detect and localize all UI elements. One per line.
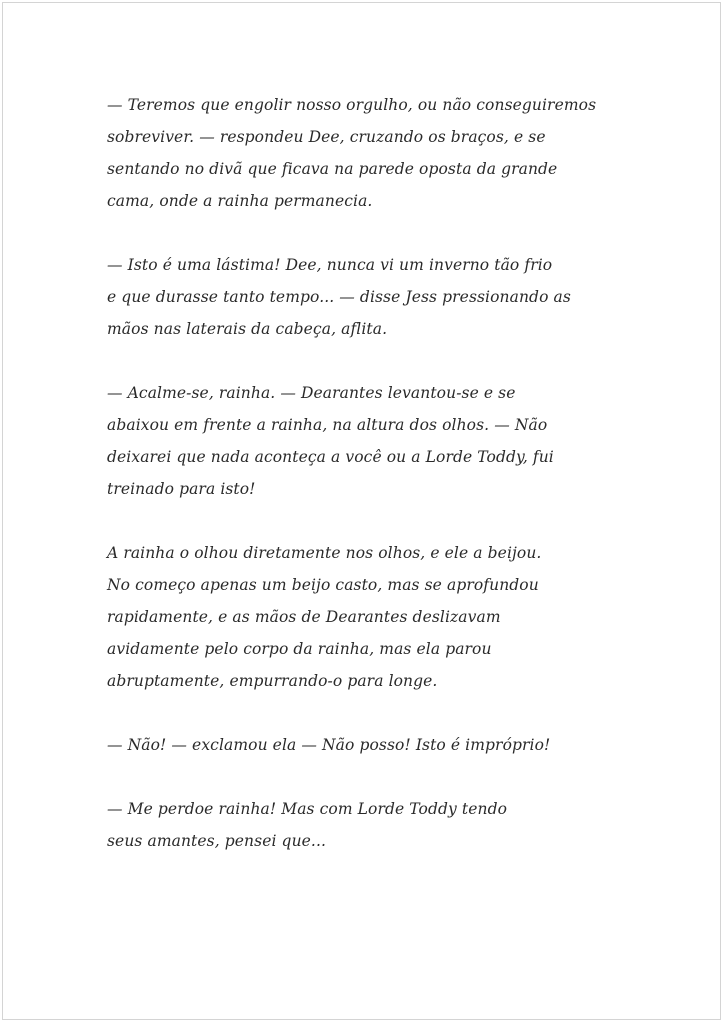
text-line: mãos nas laterais da cabeça, aflita. (107, 320, 388, 338)
text-line: sentando no divã que ficava na parede oposta da grande (107, 160, 558, 178)
paragraph-4 (107, 537, 627, 697)
document-page (2, 2, 721, 1020)
paragraph-1 (107, 89, 627, 217)
text-line: — Me perdoe rainha! Mas com Lorde Toddy tendo (107, 800, 508, 818)
text-line: abaixou em frente a rainha, na altura dos olhos. — Não (107, 416, 548, 434)
paragraph-5 (107, 729, 627, 761)
text-line: e que durasse tanto tempo... — disse Jess pressionando as (107, 288, 571, 306)
text-line: — Não! — exclamou ela — Não posso! Isto é impróprio! (107, 736, 551, 754)
paragraph-3 (107, 377, 627, 505)
text-line: A rainha o olhou diretamente nos olhos, e ele a beijou. (107, 544, 542, 562)
text-line: cama, onde a rainha permanecia. (107, 192, 373, 210)
text-line: — Isto é uma lástima! Dee, nunca vi um inverno tão frio (107, 256, 553, 274)
text-line: — Acalme-se, rainha. — Dearantes levantou-se e se (107, 384, 516, 402)
text-line: abruptamente, empurrando-o para longe. (107, 672, 438, 690)
story-text (107, 89, 627, 889)
text-line: avidamente pelo corpo da rainha, mas ela parou (107, 640, 492, 658)
text-line: rapidamente, e as mãos de Dearantes deslizavam (107, 608, 501, 626)
text-line: treinado para isto! (107, 480, 256, 498)
text-line: seus amantes, pensei que... (107, 832, 327, 850)
text-line: — Teremos que engolir nosso orgulho, ou não conseguiremos (107, 96, 597, 114)
text-line: sobreviver. — respondeu Dee, cruzando os braços, e se (107, 128, 546, 146)
paragraph-6 (107, 793, 627, 857)
text-line: deixarei que nada aconteça a você ou a Lorde Toddy, fui (107, 448, 554, 466)
text-line: No começo apenas um beijo casto, mas se aprofundou (107, 576, 539, 594)
paragraph-2 (107, 249, 627, 345)
